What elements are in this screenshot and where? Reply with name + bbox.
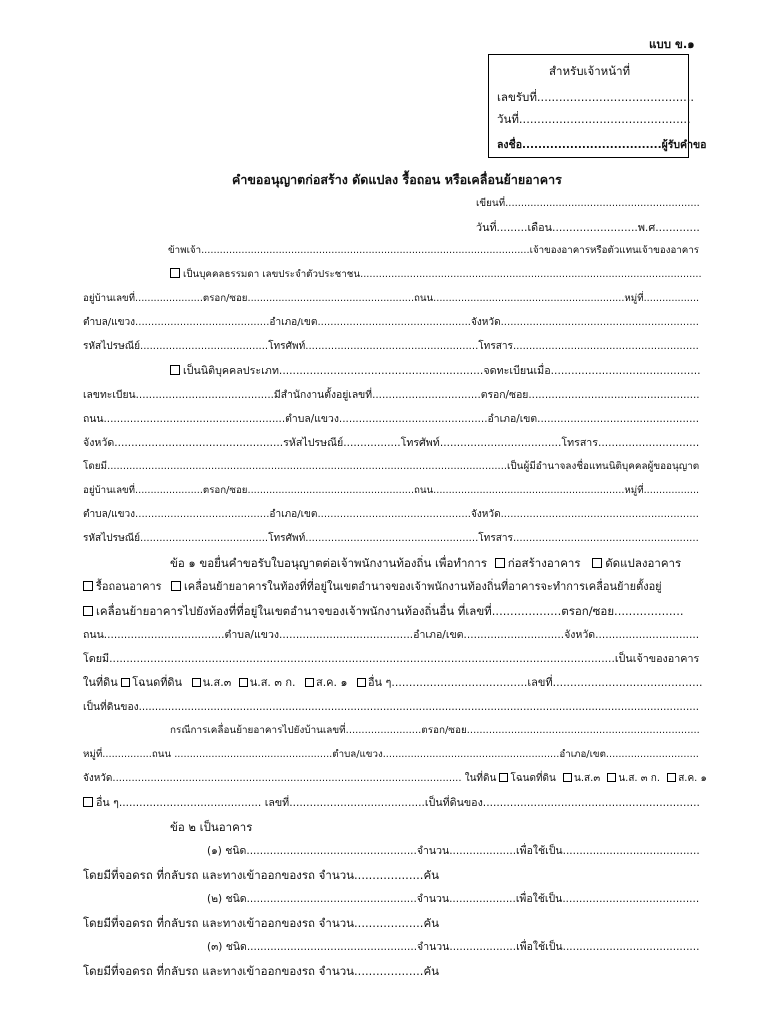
clause1-owner-field[interactable]: โดยมี....................................................................................................................................................เป็นเจ้าของอาคาร — [83, 652, 700, 665]
land-ns3-checkbox[interactable] — [192, 678, 201, 687]
juristic-person-row — [170, 363, 701, 379]
juristic-representative-field[interactable]: โดยมี...............................................................................................................................เป็นผู้มีอำนาจลงชื่อแทนนิติบุคคลผู้ขออนุญาต — [83, 461, 700, 472]
demolish-checkbox[interactable] — [83, 581, 93, 591]
form-code: แบบ ข.๑ — [649, 37, 695, 51]
parking-3-field[interactable]: โดยมีที่จอดรถ ที่กลับรถ และทางเข้าออกของรถ จำนวน...................คัน — [83, 964, 440, 978]
juristic-road-field[interactable]: ถนน.......................................................ตำบล/แขวง.............................................อำเภอ/เขต................................................. — [83, 413, 700, 425]
natural-postal-field[interactable]: รหัสไปรษณีย์........................................โทรศัพท์......................................................โทรสาร.......................................................... — [83, 341, 699, 352]
parking-1-field[interactable]: โดยมีที่จอดรถ ที่กลับรถ และทางเข้าออกของรถ จำนวน...................คัน — [83, 868, 440, 882]
clause1-intro: ข้อ ๑ ขอยื่นคำขอรับใบอนุญาตต่อเจ้าพนักงานท้องถิ่น เพื่อทำการ — [170, 556, 488, 570]
land-ns3-label: น.ส.๓ — [202, 676, 232, 689]
land-owner-field[interactable]: เป็นที่ดินของ............................................................................................................................................................................ — [83, 701, 700, 713]
receipt-date-field[interactable]: วันที่............................................... — [497, 112, 691, 126]
natural-subdistrict-field[interactable]: ตำบล/แขวง..........................................อำเภอ/เขต................................................จังหวัด.............................................................. — [83, 317, 699, 328]
officer-box — [488, 54, 707, 158]
juristic-person-checkbox[interactable] — [170, 365, 180, 375]
receipt-no-field[interactable]: เลขรับที่........................................... — [497, 90, 695, 104]
natural-person-label: เป็นบุคคลธรรมดา เลขประจำตัวประชาชน.............................................................................................................. — [183, 269, 702, 280]
move-land-other-field[interactable]: อื่น ๆ.......................................... เลขที่........................................เป็นที่ดินของ................................................................ — [96, 796, 700, 809]
juristic-postal-field[interactable]: รหัสไปรษณีย์........................................โทรศัพท์......................................................โทรสาร.......................................................... — [83, 533, 699, 544]
clause1-row2 — [83, 579, 662, 595]
move-within-label: เคลื่อนย้ายอาคารในท้องที่ที่อยู่ในเขตอำนาจของเจ้าพนักงานท้องถิ่นที่อาคารจะทำการเคลื่อนย้ายตั้งอยู่ — [184, 580, 662, 593]
move-land-deed-label: โฉนดที่ดิน — [510, 773, 556, 784]
move-land-ns3k-checkbox[interactable] — [607, 773, 616, 782]
natural-person-checkbox[interactable] — [170, 268, 180, 278]
land-deed-label: โฉนดที่ดิน — [132, 676, 183, 689]
clause1-row3 — [83, 603, 684, 619]
move-other-field[interactable]: เคลื่อนย้ายอาคารไปยังท้องที่ที่อยู่ในเขตอำนาจของเจ้าพนักงานท้องถิ่นอื่น ที่เลขที่...................ตรอก/ซอย................... — [96, 604, 684, 618]
move-moo-field[interactable]: หมู่ที่................ถนน ...................................................ตำบล/แขวง.........................................................อำเภอ/เขต.............................. — [83, 749, 699, 760]
modify-label: ดัดแปลงอาคาร — [605, 556, 682, 570]
form-title: คำขออนุญาตก่อสร้าง ดัดแปลง รื้อถอน หรือเคลื่อนย้ายอาคาร — [232, 172, 562, 187]
move-land-row — [83, 771, 707, 787]
land-ns3k-checkbox[interactable] — [239, 678, 248, 687]
juristic-address-field[interactable]: อยู่บ้านเลขที่......................ตรอก/ซอย......................................................ถนน..............................................................หมู่ที่.................. — [83, 485, 700, 496]
juristic-province-field[interactable]: จังหวัด..................................................รหัสไปรษณีย์.................โทรศัพท์....................................โทรสาร.............................. — [83, 436, 700, 449]
land-type-row — [83, 675, 703, 691]
move-land-ns3k-label: น.ส. ๓ ก. — [618, 773, 660, 784]
parking-2-field[interactable]: โดยมีที่จอดรถ ที่กลับรถ และทางเข้าออกของรถ จำนวน...................คัน — [83, 916, 440, 930]
move-province-field[interactable]: จังหวัด.............................................................................................................. — [83, 773, 462, 784]
juristic-reg-field[interactable]: เลขทะเบียน..........................................มีสำนักงานตั้งอยู่เลขที่.................................ตรอก/ซอย.................................................... — [83, 389, 700, 401]
build-checkbox[interactable] — [495, 558, 505, 568]
land-sk1-checkbox[interactable] — [305, 678, 314, 687]
clause1-row — [170, 555, 681, 571]
land-deed-checkbox[interactable] — [121, 678, 130, 687]
build-label: ก่อสร้างอาคาร — [507, 556, 581, 570]
move-land-pre-label: ในที่ดิน — [464, 773, 497, 784]
move-land-other-row — [83, 795, 700, 811]
written-at-field[interactable]: เขียนที่.............................................................. — [476, 198, 700, 209]
juristic-person-label: เป็นนิติบุคคลประเภท............................................................จดทะเบียนเมื่อ............................................ — [183, 364, 701, 377]
land-other-checkbox[interactable] — [357, 678, 366, 687]
land-other-field[interactable]: อื่น ๆ.......................................เลขที่........................................... — [367, 676, 703, 689]
clause2-heading: ข้อ ๒ เป็นอาคาร — [170, 820, 253, 834]
move-other-checkbox[interactable] — [83, 606, 93, 616]
building-type-3-field[interactable]: (๓) ชนิด...................................................จำนวน....................เพื่อใช้เป็น......................................... — [207, 941, 700, 953]
move-land-ns3-checkbox[interactable] — [563, 773, 572, 782]
move-land-ns3-label: น.ส.๓ — [574, 773, 601, 784]
move-land-other-checkbox[interactable] — [83, 797, 93, 807]
natural-address-field[interactable]: อยู่บ้านเลขที่......................ตรอก/ซอย......................................................ถนน..............................................................หมู่ที่.................. — [83, 293, 700, 304]
applicant-field[interactable]: ข้าพเจ้า..........................................................................................................เจ้าของอาคารหรือตัวแทนเจ้าของอาคาร — [168, 245, 700, 256]
modify-checkbox[interactable] — [592, 558, 602, 568]
date-field[interactable]: วันที่.........เดือน.........................พ.ศ............. — [476, 221, 700, 234]
move-land-deed-checkbox[interactable] — [499, 773, 508, 782]
move-land-sk1-label: ส.ค. ๑ — [678, 773, 707, 784]
juristic-subdistrict-field[interactable]: ตำบล/แขวง..........................................อำเภอ/เขต................................................จังหวัด.............................................................. — [83, 509, 699, 520]
officer-box-title: สำหรับเจ้าหน้าที่ — [549, 64, 631, 78]
land-ns3k-label: น.ส. ๓ ก. — [249, 676, 296, 689]
building-type-2-field[interactable]: (๒) ชนิด...................................................จำนวน....................เพื่อใช้เป็น......................................... — [207, 893, 700, 905]
land-sk1-label: ส.ค. ๑ — [316, 676, 348, 689]
demolish-label: รื้อถอนอาคาร — [96, 580, 162, 593]
receiver-signature-field[interactable]: ลงชื่อ...................................ผู้รับคำขอ — [497, 139, 707, 151]
move-within-checkbox[interactable] — [171, 581, 181, 591]
move-case-field[interactable]: กรณีการเคลื่อนย้ายอาคารไปยังบ้านเลขที่........................ตรอก/ซอย.......................................................................... — [170, 725, 700, 736]
move-land-sk1-checkbox[interactable] — [667, 773, 676, 782]
building-type-1-field[interactable]: (๑) ชนิด...................................................จำนวน....................เพื่อใช้เป็น......................................... — [207, 845, 700, 857]
natural-person-row — [170, 267, 702, 283]
clause1-road-field[interactable]: ถนน....................................ตำบล/แขวง........................................อำเภอ/เขต..............................จังหวัด............................... — [83, 629, 700, 641]
land-pre-label: ในที่ดิน — [83, 676, 118, 689]
